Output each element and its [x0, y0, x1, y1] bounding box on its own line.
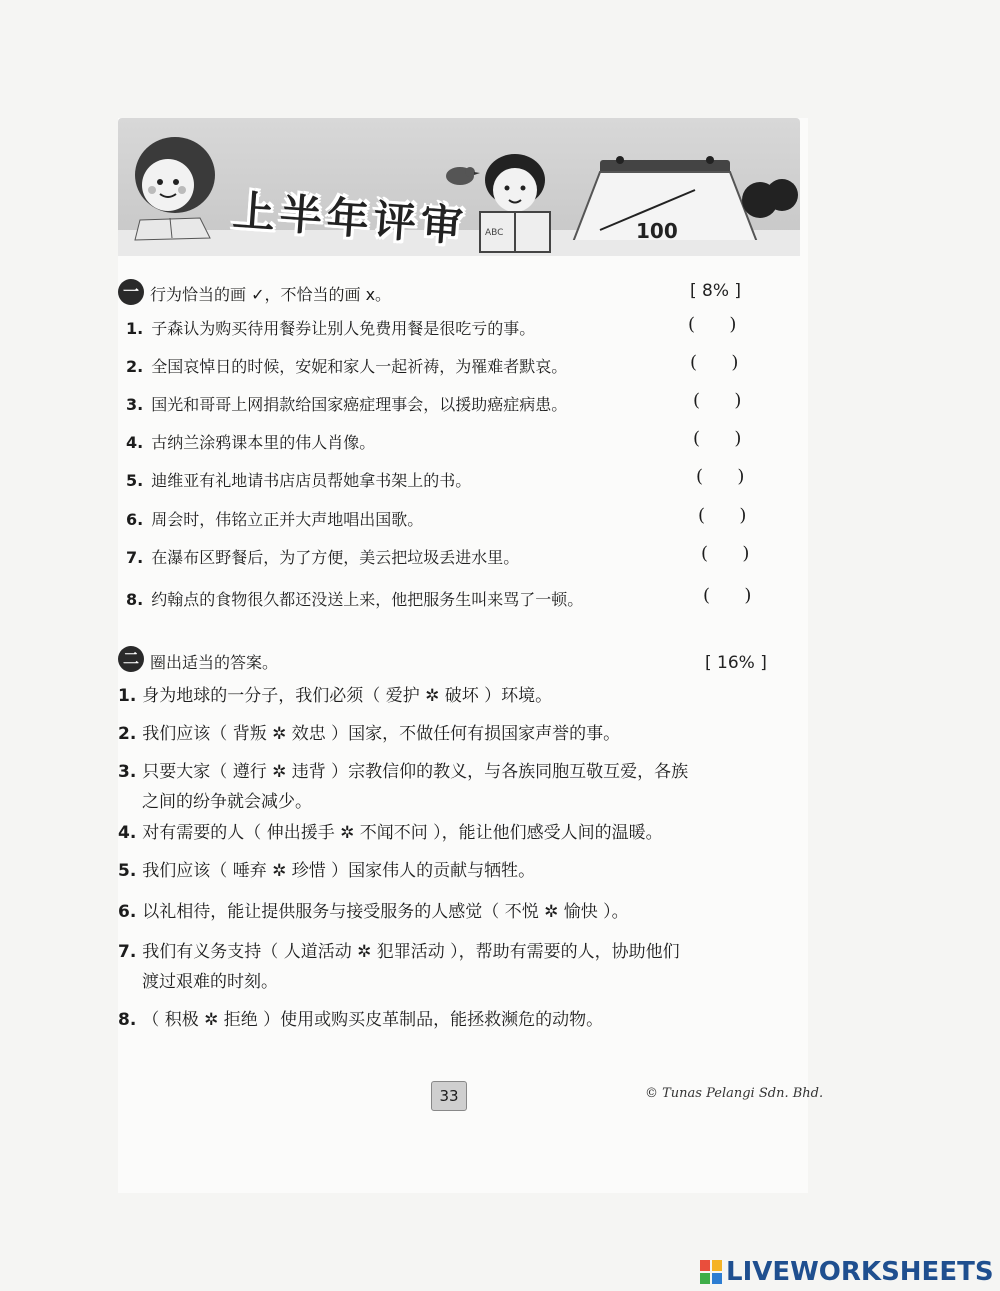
answer-blank[interactable]: ( ) [701, 543, 750, 564]
bush-decoration [740, 160, 800, 230]
question-text: 全国哀悼日的时候，安妮和家人一起祈祷，为罹难者默哀。 [151, 357, 568, 376]
question-number: 2. [126, 357, 144, 376]
section1-question [126, 354, 567, 377]
question-number: 3. [118, 762, 137, 782]
section1-question [126, 392, 567, 415]
section1-question [126, 507, 423, 530]
section2-question[interactable] [118, 681, 552, 711]
question-number: 7. [118, 942, 137, 962]
question-number: 6. [118, 902, 137, 922]
copyright-text: © Tunas Pelangi Sdn. Bhd. [645, 1086, 824, 1101]
section2-question[interactable] [118, 757, 688, 817]
liveworksheets-logo-icon [700, 1260, 722, 1284]
answer-blank[interactable]: ( ) [690, 352, 739, 373]
question-number: 3. [126, 395, 144, 414]
question-text-continued: 之间的纷争就会减少。 [142, 792, 312, 812]
section1-marks: [ 8% ] [690, 281, 742, 301]
page-number: 33 [431, 1081, 467, 1111]
page-title: 上半年评审 [231, 185, 470, 252]
liveworksheets-brand: LIVEWORKSHEETS [726, 1257, 994, 1287]
answer-blank[interactable]: ( ) [696, 466, 745, 487]
answer-blank[interactable]: ( ) [688, 314, 737, 335]
question-number: 1. [126, 319, 144, 338]
question-text: 我们应该（ 背叛 ✲ 效忠 ）国家，不做任何有损国家声誉的事。 [142, 724, 621, 744]
section1-question [126, 430, 375, 453]
section1-question [126, 316, 535, 339]
section2-question[interactable] [118, 818, 663, 848]
answer-blank[interactable]: ( ) [698, 505, 747, 526]
svg-text:ABC: ABC [485, 228, 504, 238]
answer-blank[interactable]: ( ) [703, 585, 752, 606]
answer-blank[interactable]: ( ) [693, 428, 742, 449]
question-text: 周会时，伟铭立正并大声地唱出国歌。 [151, 510, 424, 529]
question-text: 迪维亚有礼地请书店店员帮她拿书架上的书。 [151, 471, 472, 490]
question-text-continued: 渡过艰难的时刻。 [142, 972, 278, 992]
question-text: （ 积极 ✲ 拒绝 ）使用或购买皮革制品，能拯救濒危的动物。 [142, 1010, 604, 1030]
question-text: 身为地球的一分子，我们必须（ 爱护 ✲ 破坏 ）环境。 [142, 686, 553, 706]
question-number: 4. [118, 823, 137, 843]
boy-reading-illustration [470, 150, 560, 255]
question-text: 古纳兰涂鸦课本里的伟人肖像。 [151, 433, 376, 452]
section1-question [126, 545, 519, 568]
score-total: 100 [636, 219, 678, 243]
question-text: 只要大家（ 遵行 ✲ 违背 ）宗教信仰的教义，与各族同胞互敬互爱，各族 [142, 762, 689, 782]
answer-blank[interactable]: ( ) [693, 390, 742, 411]
section2-marks: [ 16% ] [705, 653, 767, 673]
question-number: 8. [118, 1010, 137, 1030]
liveworksheets-watermark [700, 1257, 994, 1287]
question-text: 国光和哥哥上网捐款给国家癌症理事会，以援助癌症病患。 [151, 395, 568, 414]
question-number: 2. [118, 724, 137, 744]
question-text: 我们有义务支持（ 人道活动 ✲ 犯罪活动 ），帮助有需要的人，协助他们 [142, 942, 680, 962]
question-number: 1. [118, 686, 137, 706]
section1-instruction: 行为恰当的画 ✓，不恰当的画 x。 [150, 285, 392, 304]
section1-badge: 一 [118, 279, 144, 305]
girl-reading-illustration [120, 130, 230, 245]
section2-badge: 二 [118, 646, 144, 672]
question-text: 以礼相待，能让提供服务与接受服务的人感觉（ 不悦 ✲ 愉快 ）。 [142, 902, 629, 922]
question-text: 在瀑布区野餐后，为了方便，美云把垃圾丢进水里。 [151, 548, 520, 567]
question-number: 7. [126, 548, 144, 567]
question-number: 4. [126, 433, 144, 452]
section2-question[interactable] [118, 719, 620, 749]
section2-question[interactable] [118, 937, 680, 997]
section1-question [126, 587, 583, 610]
question-number: 5. [118, 861, 137, 881]
question-text: 对有需要的人（ 伸出援手 ✲ 不闻不问 ），能让他们感受人间的温暖。 [142, 823, 663, 843]
section1-question [126, 468, 471, 491]
question-text: 我们应该（ 唾弃 ✲ 珍惜 ）国家伟人的贡献与牺牲。 [142, 861, 536, 881]
section2-question[interactable] [118, 1005, 603, 1035]
section2-question[interactable] [118, 856, 535, 886]
section2-instruction: 圈出适当的答案。 [150, 653, 279, 672]
question-text: 子森认为购买待用餐券让别人免费用餐是很吃亏的事。 [151, 319, 536, 338]
section2-question[interactable] [118, 897, 629, 927]
question-number: 6. [126, 510, 144, 529]
question-number: 5. [126, 471, 144, 490]
question-text: 约翰点的食物很久都还没送上来，他把服务生叫来骂了一顿。 [151, 590, 584, 609]
question-number: 8. [126, 590, 144, 609]
